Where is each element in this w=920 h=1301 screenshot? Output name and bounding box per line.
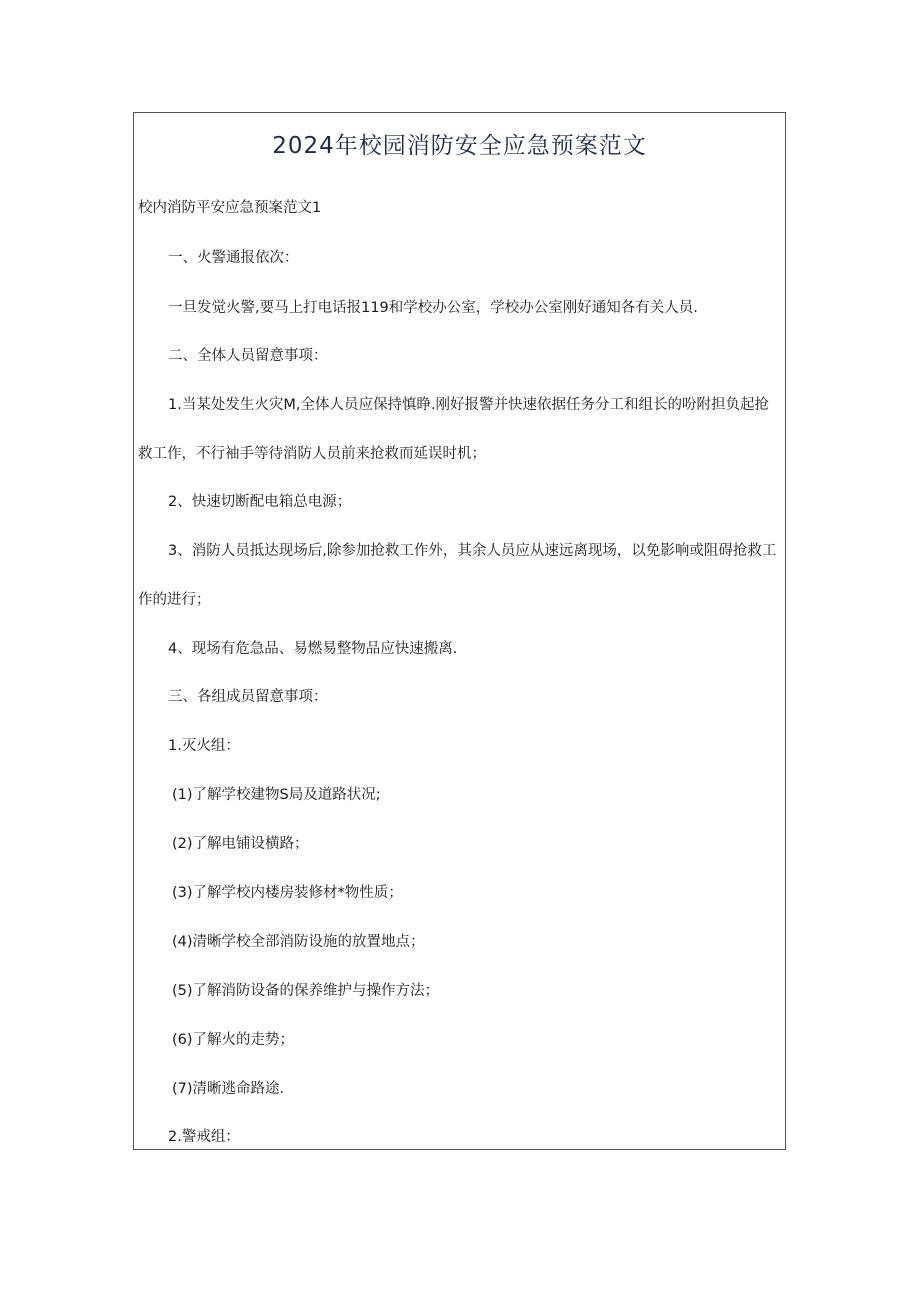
- paragraph-line: (3)了解学校内楼房装修材*物性质；: [172, 885, 403, 901]
- paragraph-line: 1.当某处发生火灾M,全体人员应保持慎睁.刚好报警并快速依据任务分工和组长的吩附担负起抢: [168, 397, 770, 413]
- paragraph-line: (6)了解火的走势；: [172, 1032, 295, 1048]
- paragraph-line: 三、各组成员留意事项：: [168, 689, 328, 705]
- paragraph-line: (1)了解学校建物S局及道路状况;: [172, 787, 381, 803]
- paragraph-line: 3、消防人员抵达现场后,除参加抢救工作外，其余人员应从速远离现场，以免影响或阻碍抢救工: [168, 543, 777, 559]
- paragraph-line: (7)清晰逃命路途.: [172, 1081, 285, 1097]
- paragraph-line: 二、全体人员留意事项：: [168, 348, 328, 364]
- section-heading: 校内消防平安应急预案范文1: [138, 200, 322, 216]
- paragraph-line: 作的进行；: [138, 592, 211, 608]
- paragraph-line: 1.灭火组：: [168, 738, 240, 754]
- paragraph-line: 2、快速切断配电箱总电源；: [168, 494, 352, 510]
- paragraph-line: 2.警戒组：: [168, 1129, 240, 1145]
- paragraph-line: 4、现场有危急品、易燃易整物品应快速搬离.: [168, 641, 458, 657]
- paragraph-line: 一旦发觉火警,要马上打电话报119和学校办公室，学校办公室刚好通知各有关人员.: [168, 300, 698, 316]
- paragraph-line: 一、火警通报依次：: [168, 250, 299, 266]
- paragraph-line: (2)了解电铺设横路；: [172, 836, 309, 852]
- paragraph-line: 救工作，不行袖手等待消防人员前来抢救而延误时机；: [138, 446, 486, 462]
- paragraph-line: (5)了解消防设备的保养维护与操作方法；: [172, 983, 440, 999]
- paragraph-line: (4)清晰学校全部消防设施的放置地点；: [172, 934, 425, 950]
- document-page: [133, 112, 786, 1150]
- document-title: 2024年校园消防安全应急预案范文: [272, 133, 647, 159]
